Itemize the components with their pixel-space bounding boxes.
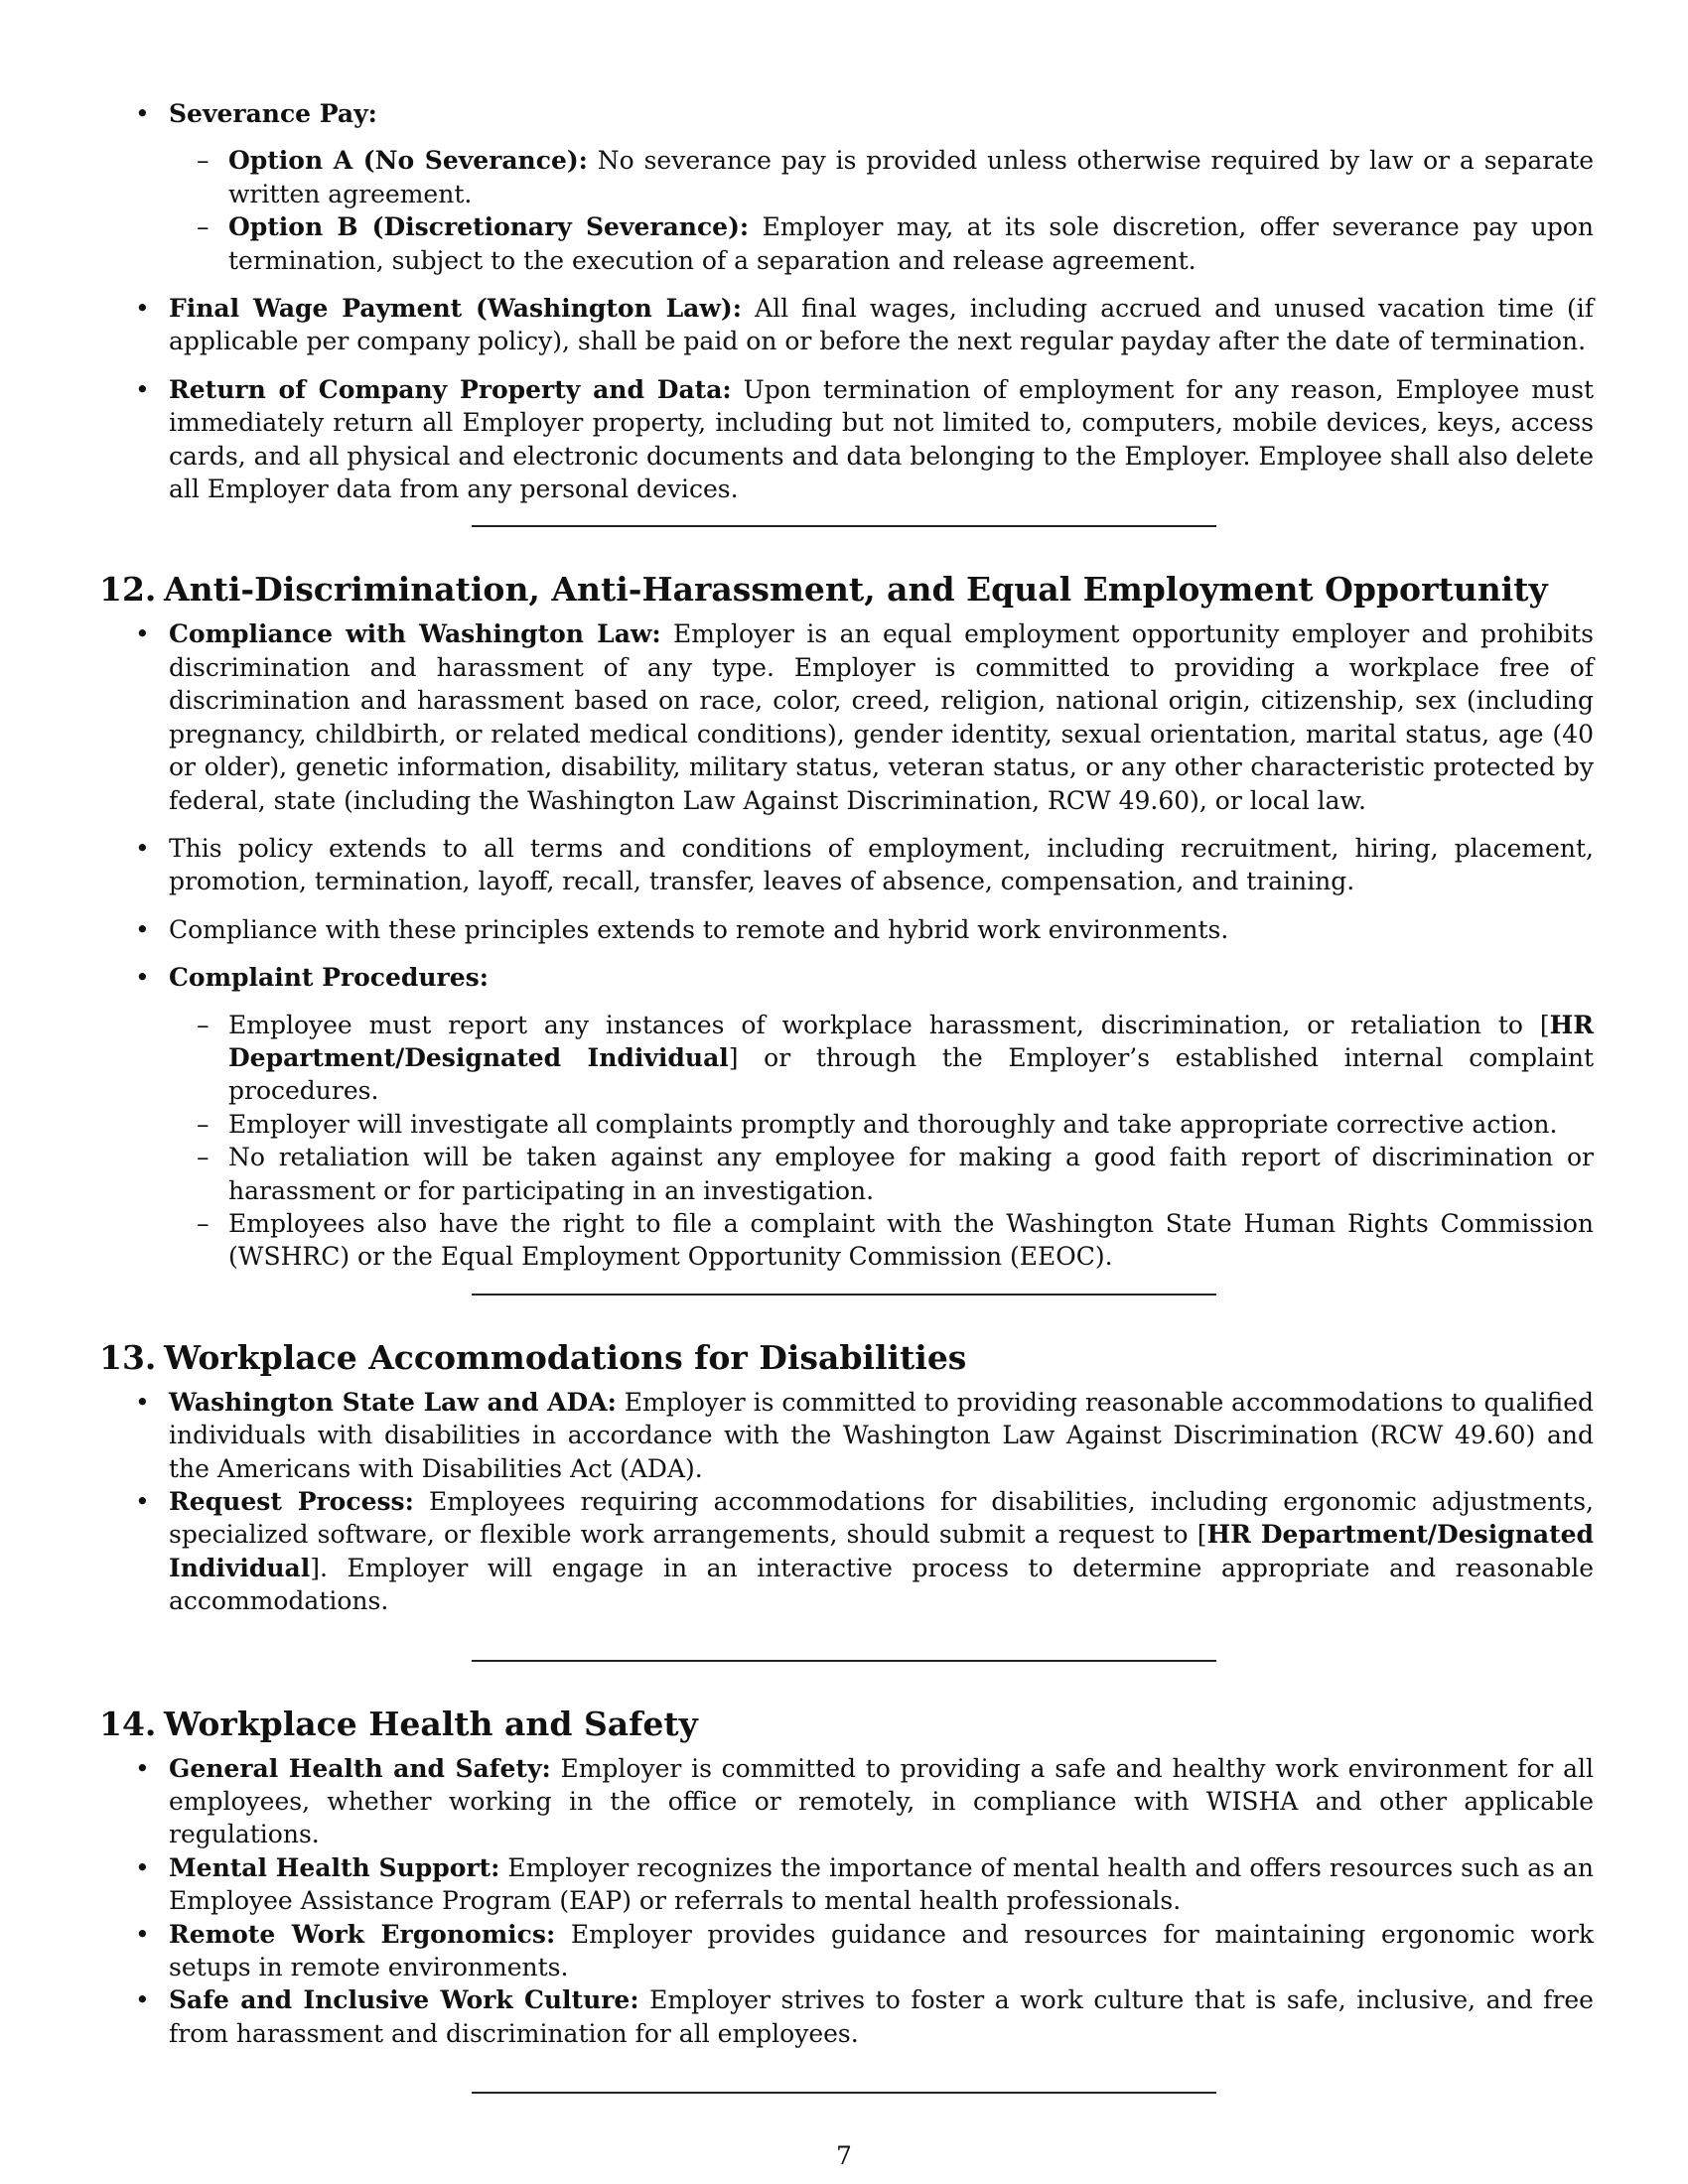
page-content <box>99 97 1594 2093</box>
work-culture-text: Employer strives to foster a work culture that is safe, inclusive, and free from harassment and discrimination for all employees. <box>169 1985 1594 2048</box>
section-12-title: Anti-Discrimination, Anti-Harassment, and Equal Employment Opportunity <box>164 570 1548 610</box>
list-item-option-a <box>169 144 1594 210</box>
page-number: 7 <box>836 2141 852 2170</box>
section-13-number: 13. <box>99 1337 157 1377</box>
complaint-3-text: No retaliation will be taken against any employee for making a good faith report of discrimination or harassment or for participating in an investigation. <box>228 1143 1594 1205</box>
complaint-list <box>169 1009 1594 1274</box>
mental-health-label: Mental Health Support: <box>169 1852 500 1882</box>
list-item-law <box>99 1386 1594 1485</box>
section-divider <box>99 2092 1594 2093</box>
mental-health-text: Employer recognizes the importance of mental health and offers resources such as an Employee Assistance Program (EAP) or referrals to mental health professionals. <box>169 1852 1594 1916</box>
list-item-option-b <box>169 210 1594 277</box>
severance-options <box>169 144 1594 277</box>
request-pre: Employees requiring accommodations for disabilities, including ergonomic adjustments, specialized software, or flexible work arrangements, should submit a request to [ <box>169 1487 1594 1550</box>
compliance-text: Employer is an equal employment opportunity employer and prohibits discrimination and harassment of any type. Employer is committed to providing a workplace free of discrimination and harassment based on race, color, creed, religion, national origin, citizenship, sex (including pregnancy, childbirth, or related medical conditions), gender identity, sexual orientation, marital status, age (40 or older), genetic information, disability, military status, veteran status, or any other characteristic protected by federal, state (including the Washington Law Against Discrimination, RCW 49.60), or local law. <box>169 619 1594 815</box>
section-13-list <box>99 1386 1594 1618</box>
severance-title: Severance Pay: <box>169 99 377 128</box>
section-12-heading <box>99 570 1594 610</box>
complaint-1-post: ] or through the Employer’s established internal complaint procedures. <box>228 1042 1595 1106</box>
final-wage-label: Final Wage Payment (Washington Law): <box>169 294 742 324</box>
complaint-1-pre: Employee must report any instances of workplace harassment, discrimination, or retaliation to [ <box>228 1010 1550 1039</box>
request-bold: HR Department/Designated Individual <box>169 1520 1594 1582</box>
return-property-label: Return of Company Property and Data: <box>169 374 732 404</box>
complaint-item <box>169 1141 1594 1207</box>
section-14-number: 14. <box>99 1704 157 1743</box>
option-b-text: Employer may, at its sole discretion, offer severance pay upon termination, subject to the execution of a separation and release agreement. <box>228 212 1594 275</box>
option-b-label: Option B (Discretionary Severance): <box>228 212 750 242</box>
health-safety-label: General Health and Safety: <box>169 1753 551 1783</box>
section-divider <box>99 1294 1594 1295</box>
section-14-heading <box>99 1705 1594 1744</box>
complaint-2-text: Employer will investigate all complaints promptly and thoroughly and take appropriate corrective action. <box>228 1109 1558 1139</box>
compliance-label: Compliance with Washington Law: <box>169 619 661 649</box>
list-item-health-safety <box>99 1752 1594 1851</box>
list-item-request <box>99 1485 1594 1618</box>
remote-text: Compliance with these principles extends to remote and hybrid work environments. <box>169 914 1229 944</box>
request-label: Request Process: <box>169 1487 414 1516</box>
option-a-label: Option A (No Severance): <box>228 146 588 176</box>
health-safety-text: Employer is committed to providing a safe and healthy work environment for all employees, whether working in the office or remotely, in compliance with WISHA and other applicable regulations. <box>169 1753 1594 1849</box>
section-divider <box>99 525 1594 526</box>
section-12-number: 12. <box>99 570 157 610</box>
option-a-text: No severance pay is provided unless otherwise required by law or a separate written agreement. <box>228 146 1595 208</box>
termination-list <box>99 97 1594 505</box>
section-divider <box>99 1660 1594 1661</box>
extends-text: This policy extends to all terms and conditions of employment, including recruitment, hiring, placement, promotion, termination, layoff, recall, transfer, leaves of absence, compensation, and training. <box>169 833 1594 896</box>
list-item-remote <box>99 913 1594 946</box>
ergonomics-text: Employer provides guidance and resources for maintaining ergonomic work setups in remote environments. <box>169 1919 1594 1982</box>
list-item-severance <box>99 97 1594 277</box>
section-12-list <box>99 617 1594 1273</box>
complaint-item <box>169 1207 1594 1274</box>
list-item-compliance <box>99 617 1594 816</box>
law-text: Employer is committed to providing reasonable accommodations to qualified individuals with disabilities in accordance with the Washington Law Against Discrimination (RCW 49.60) and the Americans with Disabilities Act (ADA). <box>169 1387 1594 1483</box>
complaint-1-bold: HR Department/Designated Individual <box>228 1010 1594 1072</box>
list-item-return-property <box>99 373 1594 506</box>
complaint-title: Complaint Procedures: <box>169 963 489 993</box>
final-wage-text: All final wages, including accrued and unused vacation time (if applicable per company policy), shall be paid on or before the next regular payday after the date of termination. <box>169 294 1594 356</box>
section-14-list <box>99 1752 1594 2051</box>
complaint-4-text: Employees also have the right to file a complaint with the Washington State Human Rights Commission (WSHRC) or the Equal Employment Opportunity Commission (EEOC). <box>228 1208 1594 1272</box>
ergonomics-label: Remote Work Ergonomics: <box>169 1919 556 1949</box>
list-item-extends <box>99 832 1594 898</box>
return-property-text: Upon termination of employment for any reason, Employee must immediately return all Employer property, including but not limited to, computers, mobile devices, keys, access cards, and all physical and electronic documents and data belonging to the Employer. Employee shall also delete all Employer data from any personal devices. <box>169 374 1595 504</box>
list-item-work-culture <box>99 1983 1594 2050</box>
law-label: Washington State Law and ADA: <box>169 1387 617 1417</box>
request-post: ]. Employer will engage in an interactive process to determine appropriate and reasonable accommodations. <box>169 1553 1594 1616</box>
section-14-title: Workplace Health and Safety <box>164 1704 698 1743</box>
section-13-title: Workplace Accommodations for Disabilities <box>164 1337 967 1377</box>
section-13-heading <box>99 1338 1594 1378</box>
work-culture-label: Safe and Inclusive Work Culture: <box>169 1985 639 2015</box>
list-item-complaint <box>99 961 1594 1274</box>
list-item-final-wage <box>99 292 1594 358</box>
list-item-ergonomics <box>99 1918 1594 1984</box>
complaint-item <box>169 1009 1594 1108</box>
complaint-item <box>169 1108 1594 1141</box>
list-item-mental-health <box>99 1851 1594 1918</box>
